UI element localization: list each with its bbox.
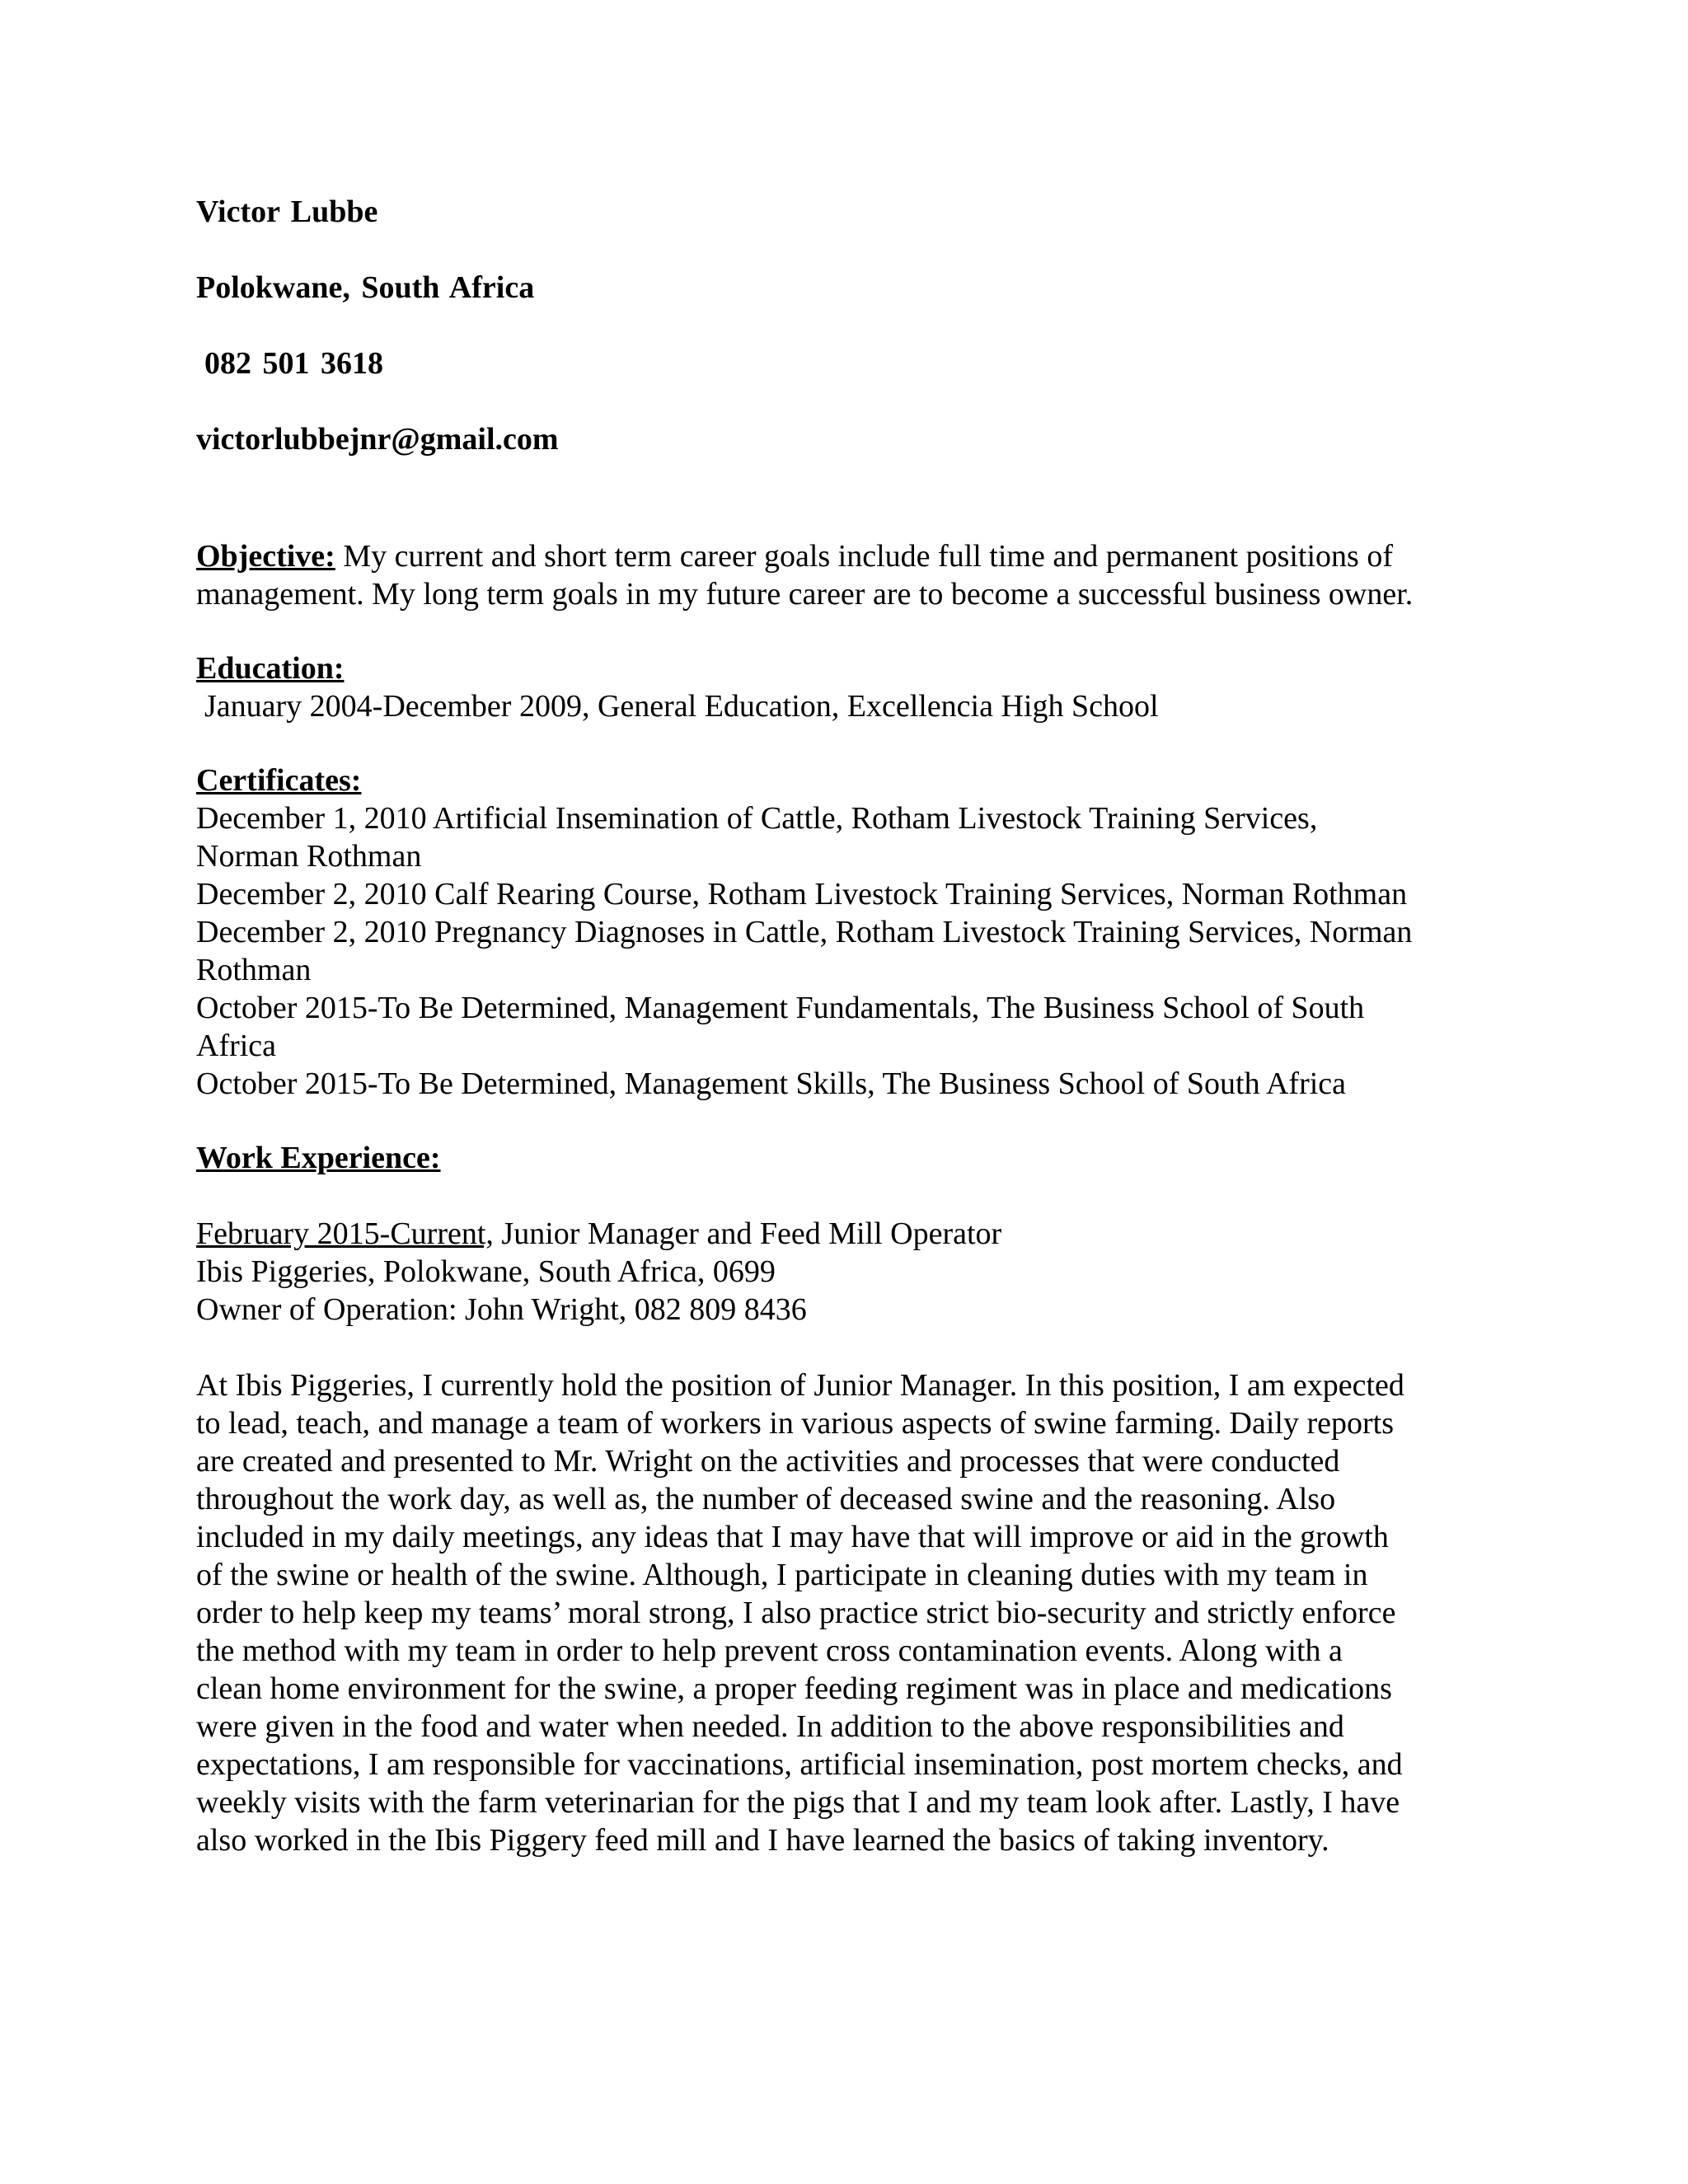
job-title: Junior Manager and Feed Mill Operator <box>493 1216 1002 1251</box>
job-description <box>196 1366 1482 1859</box>
work-section <box>196 1139 1482 1177</box>
objective-line-1 <box>196 537 1482 575</box>
owner-of-operation: Owner of Operation: John Wright, 082 809 8436 <box>196 1292 807 1327</box>
description-line: also worked in the Ibis Piggery feed mill and I have learned the basics of taking inventory. <box>196 1823 1329 1858</box>
description-line: order to help keep my teams’ moral strong, I also practice strict bio-security and strictly enforce <box>196 1596 1396 1630</box>
certificate-line: Africa <box>196 1029 277 1063</box>
description-line: At Ibis Piggeries, I currently hold the position of Junior Manager. In this position, I am expected <box>196 1368 1404 1403</box>
description-line: were given in the food and water when needed. In addition to the above responsibilities and <box>196 1709 1344 1744</box>
objective-text-2: management. My long term goals in my future career are to become a successful business owner. <box>196 577 1414 612</box>
certificate-line: October 2015-To Be Determined, Management Fundamentals, The Business School of South <box>196 991 1365 1025</box>
description-line: the method with my team in order to help prevent cross contamination events. Along with a <box>196 1633 1343 1668</box>
education-section <box>196 649 1482 725</box>
contact-location: Polokwane, South Africa <box>196 270 535 305</box>
objective-text-1: My current and short term career goals include full time and permanent positions of <box>343 539 1393 574</box>
certificate-line: December 2, 2010 Calf Rearing Course, Rotham Livestock Training Services, Norman Rothman <box>196 877 1408 912</box>
description-line: of the swine or health of the swine. Although, I participate in cleaning duties with my team in <box>196 1558 1368 1592</box>
contact-email: victorlubbejnr@gmail.com <box>196 422 559 457</box>
description-line: throughout the work day, as well as, the number of deceased swine and the reasoning. Also <box>196 1482 1336 1516</box>
work-heading: Work Experience: <box>196 1141 441 1175</box>
contact-phone: 082 501 3618 <box>204 346 383 381</box>
description-line: to lead, teach, and manage a team of workers in various aspects of swine farming. Daily reports <box>196 1406 1394 1441</box>
job-header <box>196 1215 1482 1329</box>
certificate-line: December 1, 2010 Artificial Insemination of Cattle, Rotham Livestock Training Services, <box>196 801 1318 836</box>
description-line: expectations, I am responsible for vaccinations, artificial insemination, post mortem checks, and <box>196 1747 1403 1782</box>
contact-name: Victor Lubbe <box>196 194 378 229</box>
certificates-section <box>196 762 1482 1103</box>
education-heading: Education: <box>196 651 345 686</box>
certificate-line: Rothman <box>196 953 312 987</box>
description-line: are created and presented to Mr. Wright on the activities and processes that were conducted <box>196 1444 1340 1479</box>
description-line: weekly visits with the farm veterinarian for the pigs that I and my team look after. Lastly, I have <box>196 1785 1400 1820</box>
description-line: included in my daily meetings, any ideas that I may have that will improve or aid in the growth <box>196 1520 1389 1554</box>
description-line: clean home environment for the swine, a proper feeding regiment was in place and medications <box>196 1671 1392 1706</box>
education-entry: January 2004-December 2009, General Education, Excellencia High School <box>204 689 1159 724</box>
job-dates: February 2015-Current, <box>196 1216 494 1251</box>
certificates-heading: Certificates: <box>196 763 362 798</box>
employer: Ibis Piggeries, Polokwane, South Africa, 0699 <box>196 1254 776 1289</box>
objective-section <box>196 537 1482 613</box>
certificate-line: December 2, 2010 Pregnancy Diagnoses in Cattle, Rotham Livestock Training Services, Norman <box>196 915 1413 949</box>
certificate-line: Norman Rothman <box>196 839 422 874</box>
objective-heading: Objective: <box>196 539 335 574</box>
job-title-line <box>196 1215 1482 1253</box>
certificate-line: October 2015-To Be Determined, Management Skills, The Business School of South Africa <box>196 1066 1347 1101</box>
